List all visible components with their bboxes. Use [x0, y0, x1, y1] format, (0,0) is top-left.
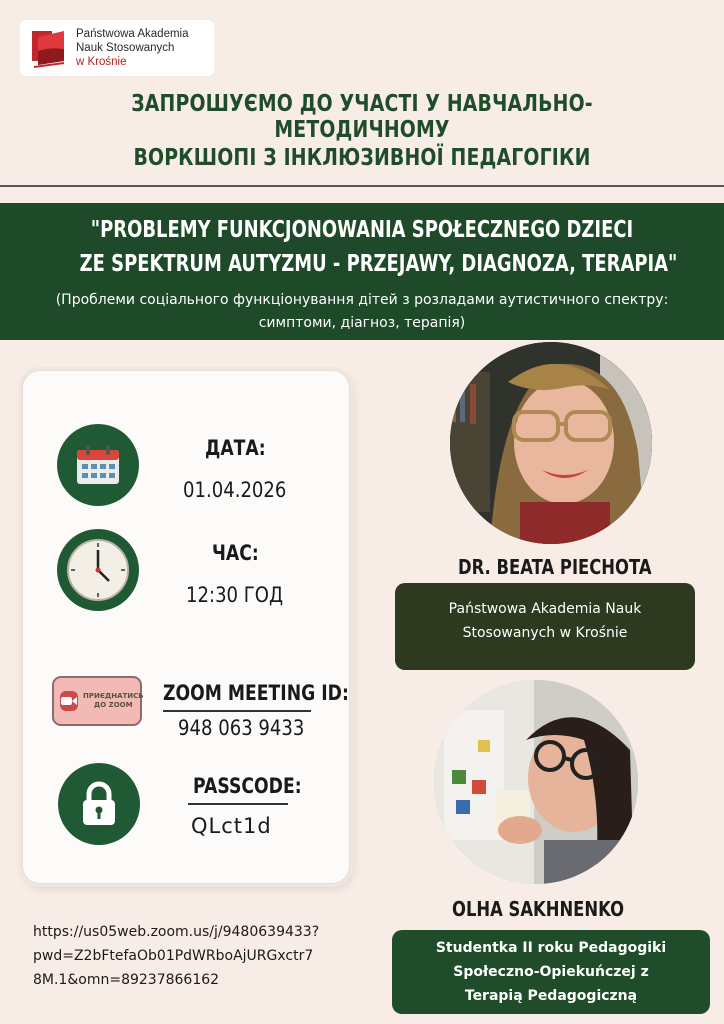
speaker-2-name: OLHA SAKHNENKO — [452, 897, 625, 921]
zoom-badge-line-2: ДО ZOOM — [94, 701, 133, 709]
speaker-2-photo — [434, 680, 638, 884]
zoom-id-label: ZOOM MEETING ID: — [163, 681, 349, 705]
speaker-1-affiliation-line-1: Państwowa Akademia Nauk — [448, 601, 642, 617]
passcode-label: PASSCODE: — [193, 774, 302, 798]
title-band — [0, 203, 724, 340]
university-logo — [20, 20, 214, 76]
speaker-1-photo — [450, 342, 652, 544]
speaker-1-affiliation — [395, 583, 695, 670]
zoom-id-value[interactable]: 948 063 9433 — [178, 716, 305, 740]
title-line-1: "PROBLEMY FUNKCJONOWANIA SPOŁECZNEGO DZIECI — [90, 217, 634, 243]
clock-icon — [57, 529, 139, 611]
subtitle-line-2: симптоми, діагноз, терапія) — [258, 315, 466, 331]
zoom-join-icon[interactable] — [52, 676, 142, 726]
meeting-link-line-2: pwd=Z2bFtefaOb01PdWRboAjURGxctr7 — [33, 948, 314, 964]
invite-heading-line-1: ЗАПРОШУЄМО ДО УЧАСТІ У НАВЧАЛЬНО-МЕТОДИЧНОМУ — [131, 91, 593, 143]
clock-icon-glyph — [65, 537, 131, 603]
lock-icon — [58, 763, 140, 845]
speaker-2-affiliation-line-3: Terapią Pedagogiczną — [464, 988, 638, 1004]
meeting-link[interactable] — [33, 920, 363, 992]
divider — [0, 185, 724, 187]
calendar-icon-glyph — [75, 444, 121, 486]
lock-icon-glyph — [79, 781, 119, 827]
speaker-2-affiliation-line-1: Studentka II roku Pedagogiki — [435, 940, 667, 956]
logo-line-1: Państwowa Akademia — [76, 28, 189, 40]
university-logo-mark — [30, 27, 68, 69]
meeting-link-line-3: 8M.1&omn=89237866162 — [33, 972, 220, 988]
time-label: ЧАС: — [212, 541, 259, 565]
logo-line-3: w Krośnie — [76, 56, 127, 68]
calendar-icon — [57, 424, 139, 506]
date-label: ДАТА: — [205, 436, 266, 460]
title-line-2: ZE SPEKTRUM AUTYZMU - PRZEJAWY, DIAGNOZA, TERAPIA" — [79, 251, 678, 277]
meeting-link-line-1: https://us05web.zoom.us/j/9480639433? — [33, 924, 320, 940]
speaker-2-affiliation — [392, 930, 710, 1014]
video-camera-icon — [60, 691, 78, 711]
time-value: 12:30 ГОД — [186, 583, 284, 607]
invite-heading-line-2: ВОРКШОПІ З ІНКЛЮЗИВНОЇ ПЕДАГОГІКИ — [133, 145, 591, 171]
passcode-value[interactable]: QLct1d — [191, 814, 272, 838]
logo-line-2: Nauk Stosowanych — [76, 42, 175, 54]
passcode-underline — [188, 803, 288, 805]
date-value: 01.04.2026 — [183, 478, 287, 502]
speaker-1-name: DR. BEATA PIECHOTA — [458, 555, 652, 579]
zoom-badge-line-1: ПРИЄДНАТИСЬ — [83, 692, 144, 700]
speaker-2-affiliation-line-2: Społeczno-Opiekuńczej z — [453, 964, 649, 980]
speaker-1-affiliation-line-2: Stosowanych w Krośnie — [462, 625, 628, 641]
subtitle-line-1: (Проблеми соціального функціонування дітей з розладами аутистичного спектру: — [55, 292, 669, 308]
zoom-id-underline — [163, 710, 311, 712]
